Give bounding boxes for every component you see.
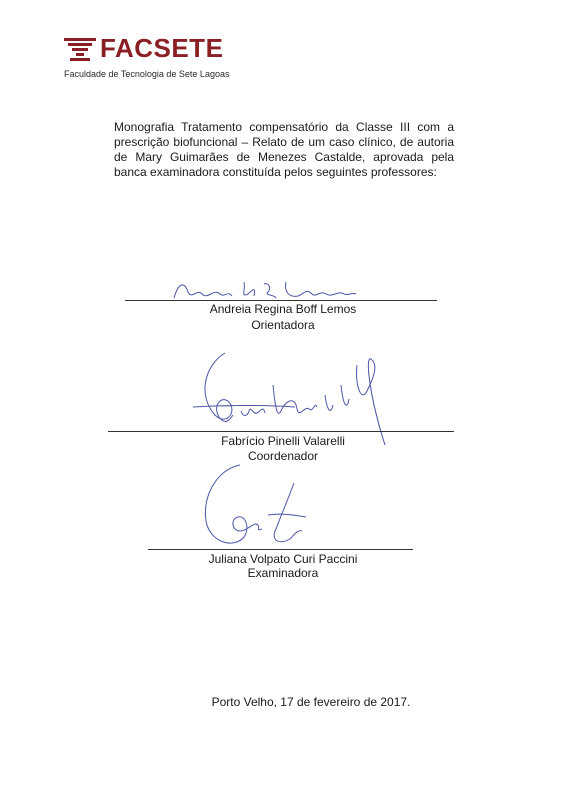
logo-subtitle: Faculdade de Tecnologia de Sete Lagoas — [64, 69, 230, 79]
signatory-1-role: Orientadora — [251, 318, 315, 332]
signatory-2-role: Coordenador — [247, 449, 319, 463]
signature-line-1 — [125, 300, 437, 301]
signatory-3-name: Juliana Volpato Curi Paccini — [208, 552, 358, 566]
facsete-emblem-icon — [64, 38, 96, 64]
signature-line-3 — [148, 549, 413, 550]
place-and-date: Porto Velho, 17 de fevereiro de 2017. — [211, 695, 411, 709]
signature-line-2 — [108, 431, 454, 432]
logo-wordmark: FACSETE — [100, 33, 224, 63]
signatory-3-role: Examinadora — [247, 566, 319, 580]
approval-statement: Monografia Tratamento compensatório da Classe III com a prescrição biofuncional – Relato de um caso clínico, de autoria de Mary Guimarães de Menezes Castalde, aprovada pela banca examinadora constituída pelos seguintes professores: — [114, 120, 454, 179]
signatory-1-name: Andreia Regina Boff Lemos — [209, 302, 357, 316]
facsete-logo — [64, 33, 264, 84]
signatory-2-name: Fabrício Pinelli Valarelli — [221, 434, 345, 448]
